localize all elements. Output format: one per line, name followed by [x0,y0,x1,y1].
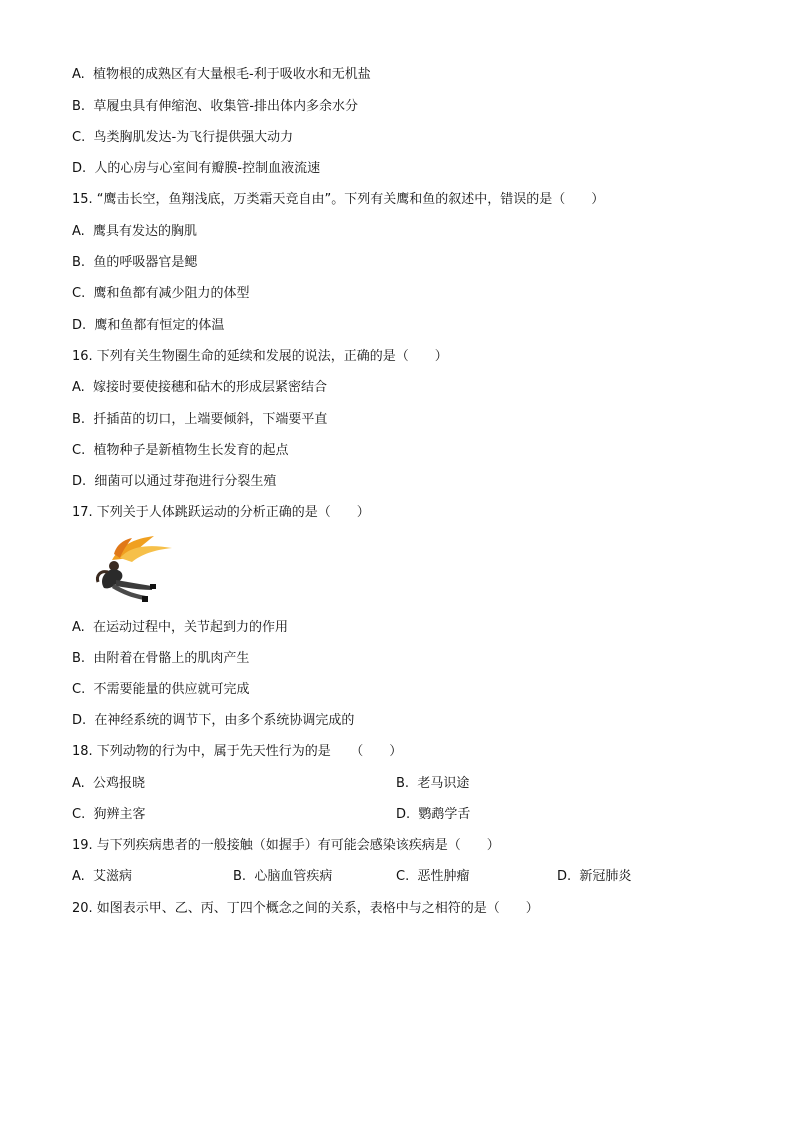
q15-stem: 15. “鹰击长空，鱼翔浅底，万类霜天竞自由”。下列有关鹰和鱼的叙述中，错误的是（ ） [72,192,605,207]
q14-option-b: B. 草履虫具有伸缩泡、收集管-排出体内多余水分 [72,99,359,114]
q15-option-a: A. 鹰具有发达的胸肌 [72,224,198,239]
q15-option-d: D. 鹰和鱼都有恒定的体温 [72,318,225,333]
q15-option-b: B. 鱼的呼吸器官是鳃 [72,255,198,270]
q18-option-b: B. 老马识途 [396,776,470,791]
q18-option-c: C. 狗辨主客 [72,807,146,822]
q16-option-c: C. 植物种子是新植物生长发育的起点 [72,443,289,458]
q14-option-c: C. 鸟类胸肌发达-为飞行提供强大动力 [72,130,294,145]
q18-stem: 18. 下列动物的行为中，属于先天性行为的是 （ ） [72,744,403,759]
q16-option-d: D. 细菌可以通过芽孢进行分裂生殖 [72,474,277,489]
long-jump-athlete-icon [92,532,178,604]
q18-option-a: A. 公鸡报晓 [72,776,146,791]
q17-option-b: B. 由附着在骨骼上的肌肉产生 [72,651,250,666]
q19-option-d: D. 新冠肺炎 [557,869,632,884]
q15-option-c: C. 鹰和鱼都有减少阻力的体型 [72,286,250,301]
q19-option-a: A. 艾滋病 [72,869,133,884]
q20-stem: 20. 如图表示甲、乙、丙、丁四个概念之间的关系，表格中与之相符的是（ ） [72,901,539,916]
q14-option-a: A. 植物根的成熟区有大量根毛-利于吸收水和无机盐 [72,67,371,82]
q18-option-d: D. 鹦鹉学舌 [396,807,471,822]
q17-option-a: A. 在运动过程中，关节起到力的作用 [72,620,289,635]
q16-stem: 16. 下列有关生物圈生命的延续和发展的说法，正确的是（ ） [72,349,448,364]
q17-stem: 17. 下列关于人体跳跃运动的分析正确的是（ ） [72,505,370,520]
q19-option-c: C. 恶性肿瘤 [396,869,470,884]
q14-option-d: D. 人的心房与心室间有瓣膜-控制血液流速 [72,161,321,176]
q17-option-c: C. 不需要能量的供应就可完成 [72,682,250,697]
q19-option-b: B. 心脑血管疾病 [233,869,333,884]
q17-option-d: D. 在神经系统的调节下，由多个系统协调完成的 [72,713,355,728]
q16-option-a: A. 嫁接时要使接穗和砧木的形成层紧密结合 [72,380,328,395]
q19-stem: 19. 与下列疾病患者的一般接触（如握手）有可能会感染该疾病是（ ） [72,838,500,853]
q16-option-b: B. 扦插苗的切口，上端要倾斜，下端要平直 [72,412,328,427]
